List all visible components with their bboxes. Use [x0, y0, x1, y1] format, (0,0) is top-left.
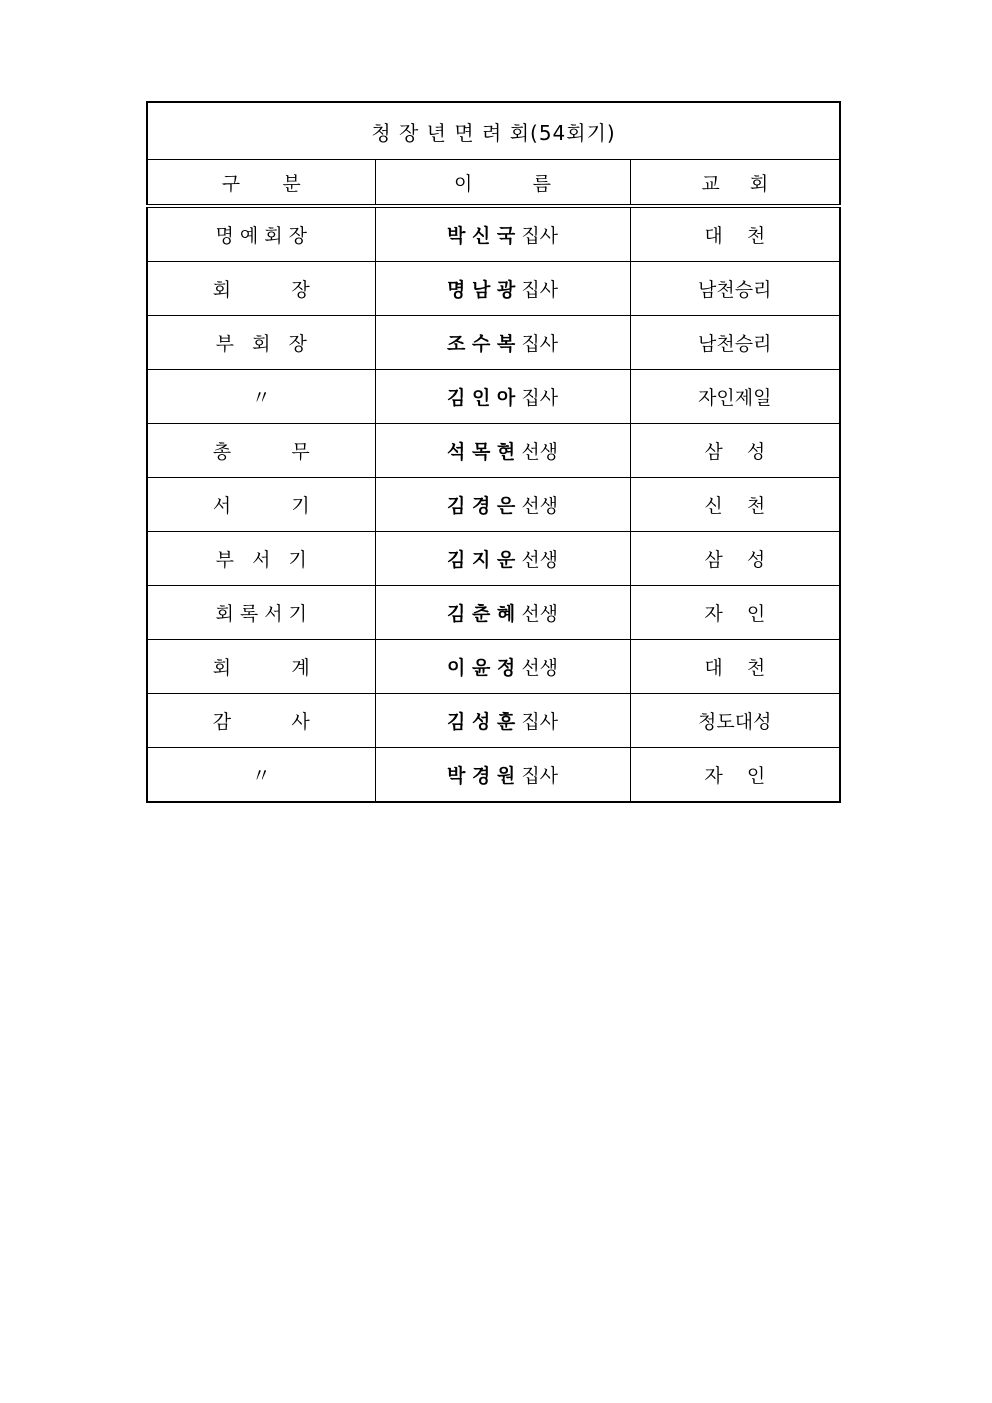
person-title: 집사 — [521, 711, 559, 733]
name-cell — [375, 262, 630, 316]
name-cell — [375, 424, 630, 478]
person-name: 명 남 광 — [446, 279, 516, 301]
church-cell: 남천승리 — [630, 316, 840, 370]
church-cell: 남천승리 — [630, 262, 840, 316]
church-cell: 삼 성 — [630, 424, 840, 478]
table-row — [147, 640, 840, 694]
name-cell — [375, 316, 630, 370]
person-title: 선생 — [521, 657, 559, 679]
role-cell: 회 록 서 기 — [147, 586, 375, 640]
header-category: 구 분 — [147, 160, 375, 207]
person-name: 박 경 원 — [446, 765, 516, 787]
role-cell: 명 예 회 장 — [147, 206, 375, 262]
role-cell: 감 사 — [147, 694, 375, 748]
role-cell: 〃 — [147, 748, 375, 803]
person-title: 집사 — [521, 279, 559, 301]
person-name: 김 지 운 — [446, 549, 516, 571]
table-row — [147, 748, 840, 803]
title-row — [147, 102, 840, 160]
church-cell: 자 인 — [630, 586, 840, 640]
person-title: 선생 — [521, 495, 559, 517]
church-cell: 대 천 — [630, 640, 840, 694]
role-cell: 총 무 — [147, 424, 375, 478]
name-cell — [375, 478, 630, 532]
person-title: 선생 — [521, 441, 559, 463]
officer-roster-table — [146, 101, 841, 803]
role-cell: 부 회 장 — [147, 316, 375, 370]
church-cell: 청도대성 — [630, 694, 840, 748]
header-name: 이 름 — [375, 160, 630, 207]
person-title: 선생 — [521, 603, 559, 625]
role-cell: 회 장 — [147, 262, 375, 316]
table-row — [147, 532, 840, 586]
table-row — [147, 370, 840, 424]
name-cell — [375, 370, 630, 424]
person-title: 선생 — [521, 549, 559, 571]
person-name: 김 경 은 — [446, 495, 516, 517]
header-row — [147, 160, 840, 207]
person-name: 김 인 아 — [446, 387, 516, 409]
role-cell: 부 서 기 — [147, 532, 375, 586]
table-row — [147, 262, 840, 316]
person-name: 석 목 현 — [446, 441, 516, 463]
table-row — [147, 316, 840, 370]
name-cell — [375, 532, 630, 586]
person-title: 집사 — [521, 387, 559, 409]
person-name: 이 윤 정 — [446, 657, 516, 679]
person-name: 박 신 국 — [446, 225, 516, 247]
person-title: 집사 — [521, 333, 559, 355]
name-cell — [375, 748, 630, 803]
role-cell: 서 기 — [147, 478, 375, 532]
role-cell: 회 계 — [147, 640, 375, 694]
table-row — [147, 424, 840, 478]
name-cell — [375, 586, 630, 640]
church-cell: 신 천 — [630, 478, 840, 532]
table-title: 청 장 년 면 려 회(54회기) — [147, 102, 840, 160]
table-row — [147, 206, 840, 262]
church-cell: 자 인 — [630, 748, 840, 803]
person-name: 김 성 훈 — [446, 711, 516, 733]
name-cell — [375, 206, 630, 262]
role-cell: 〃 — [147, 370, 375, 424]
person-title: 집사 — [521, 225, 559, 247]
person-title: 집사 — [521, 765, 559, 787]
table-row — [147, 586, 840, 640]
table-row — [147, 478, 840, 532]
church-cell: 자인제일 — [630, 370, 840, 424]
church-cell: 삼 성 — [630, 532, 840, 586]
header-church: 교 회 — [630, 160, 840, 207]
person-name: 김 춘 혜 — [446, 603, 516, 625]
church-cell: 대 천 — [630, 206, 840, 262]
name-cell — [375, 694, 630, 748]
person-name: 조 수 복 — [446, 333, 516, 355]
name-cell — [375, 640, 630, 694]
table-row — [147, 694, 840, 748]
